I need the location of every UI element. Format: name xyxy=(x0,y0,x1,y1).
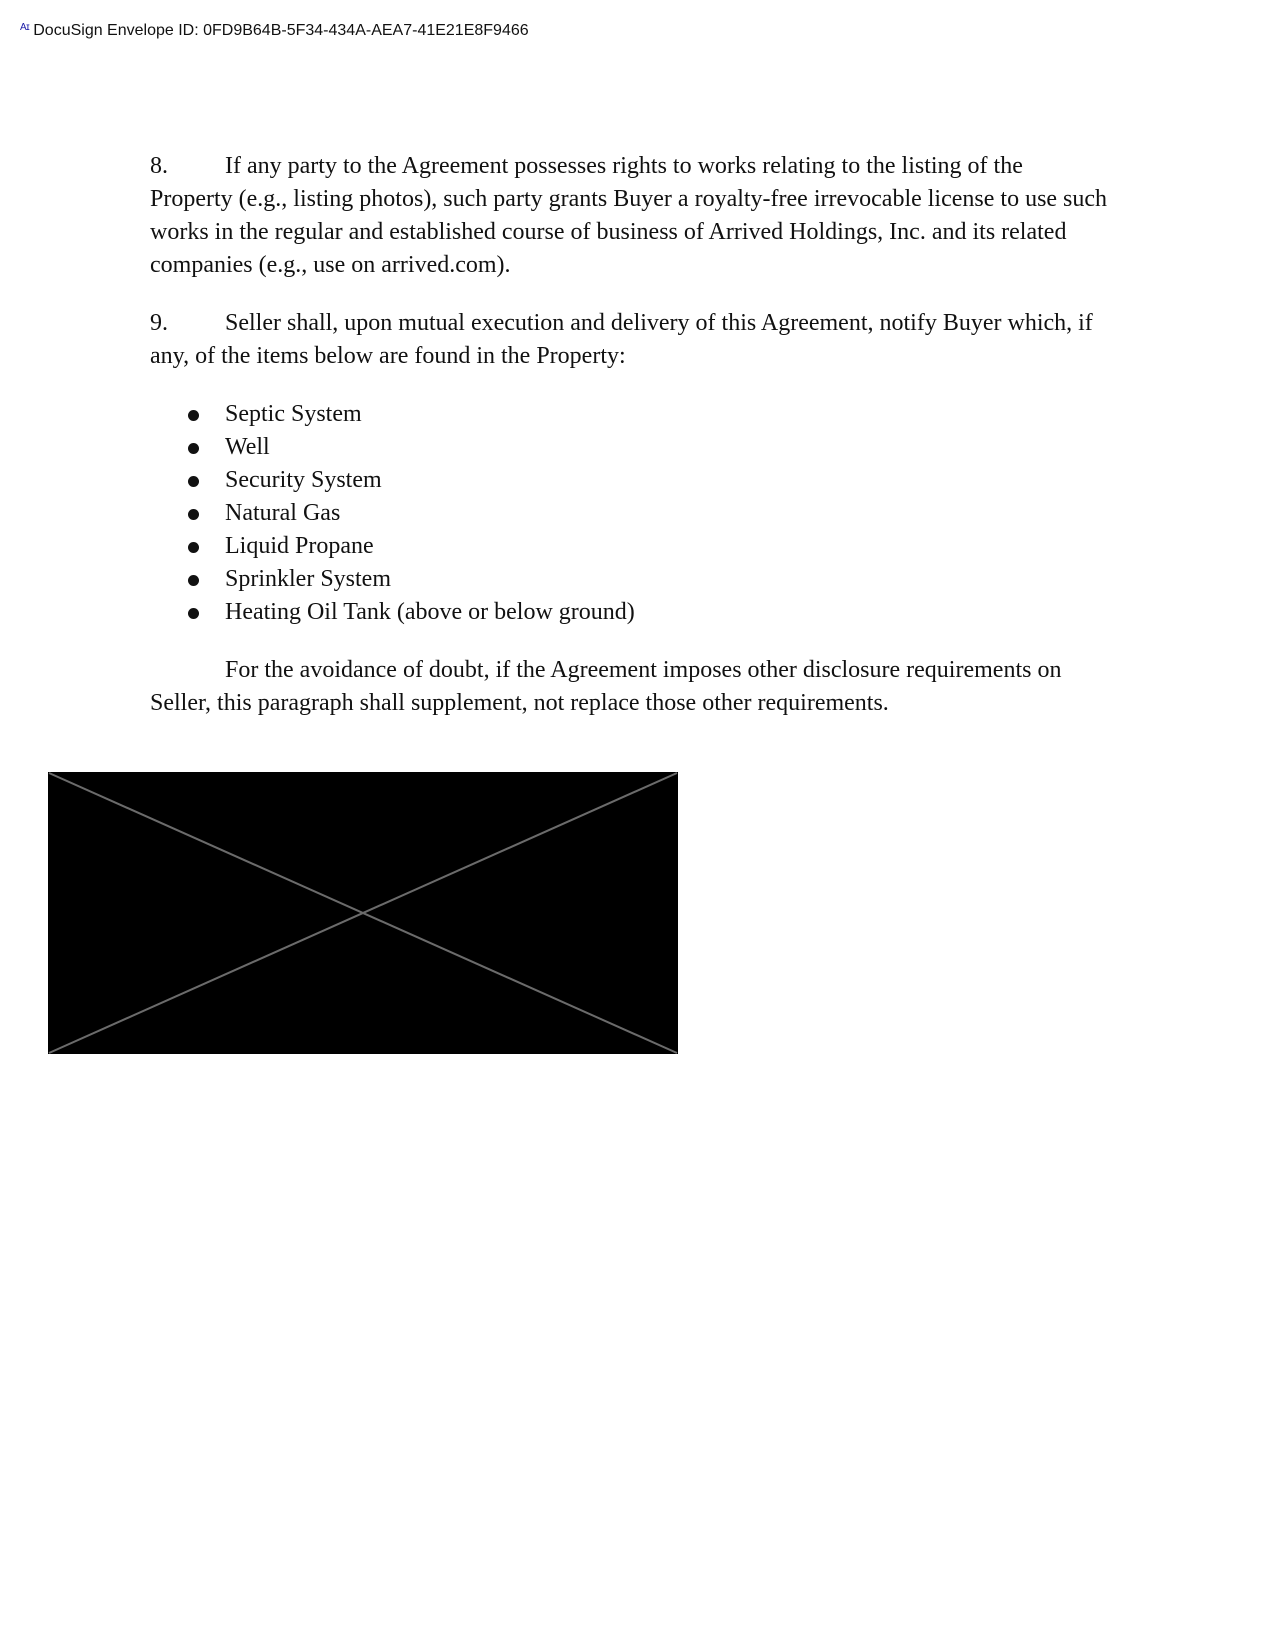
docusign-envelope-header xyxy=(20,20,529,42)
broken-image-icon xyxy=(48,772,678,1054)
list-item-label: Liquid Propane xyxy=(225,533,374,559)
bullet-icon xyxy=(188,410,199,421)
image-placeholder xyxy=(48,772,678,1054)
paragraph-9 xyxy=(150,307,1110,373)
property-items-list xyxy=(150,398,1110,629)
list-item-label: Natural Gas xyxy=(225,500,341,526)
list-item xyxy=(150,563,1110,596)
paragraph-8-text: If any party to the Agreement possesses rights to works relating to the listing of the Property (e.g., listing photos), such party grants Buyer a royalty-free irrevocable license to use such works in the regular and established course of business of Arrived Holdings, Inc. and its related companies (e.g., use on arrived.com). xyxy=(150,153,1108,278)
list-item-label: Septic System xyxy=(225,401,362,427)
list-item-label: Heating Oil Tank (above or below ground) xyxy=(225,599,635,625)
bullet-icon xyxy=(188,443,199,454)
docusign-logo-icon: Aɪ xyxy=(20,21,30,33)
list-item xyxy=(150,431,1110,464)
list-item xyxy=(150,596,1110,629)
bullet-icon xyxy=(188,575,199,586)
list-item-label: Sprinkler System xyxy=(225,566,391,592)
paragraph-8-number: 8. xyxy=(150,153,168,179)
list-item xyxy=(150,464,1110,497)
paragraph-9-number: 9. xyxy=(150,310,168,336)
bullet-icon xyxy=(188,542,199,553)
list-item xyxy=(150,398,1110,431)
list-item xyxy=(150,530,1110,563)
paragraph-9-text: Seller shall, upon mutual execution and delivery of this Agreement, notify Buyer which, if any, of the items below are found in the Property: xyxy=(150,310,1093,369)
list-item xyxy=(150,497,1110,530)
envelope-id-text: DocuSign Envelope ID: 0FD9B64B-5F34-434A-AEA7-41E21E8F9466 xyxy=(33,22,529,39)
list-item-label: Security System xyxy=(225,467,382,493)
closing-paragraph: For the avoidance of doubt, if the Agreement imposes other disclosure requirements on Seller, this paragraph shall supplement, not replace those other requirements. xyxy=(150,657,1062,716)
bullet-icon xyxy=(188,608,199,619)
paragraph-8 xyxy=(150,150,1110,282)
bullet-icon xyxy=(188,476,199,487)
list-item-label: Well xyxy=(225,434,270,460)
document-body xyxy=(150,150,1110,720)
bullet-icon xyxy=(188,509,199,520)
